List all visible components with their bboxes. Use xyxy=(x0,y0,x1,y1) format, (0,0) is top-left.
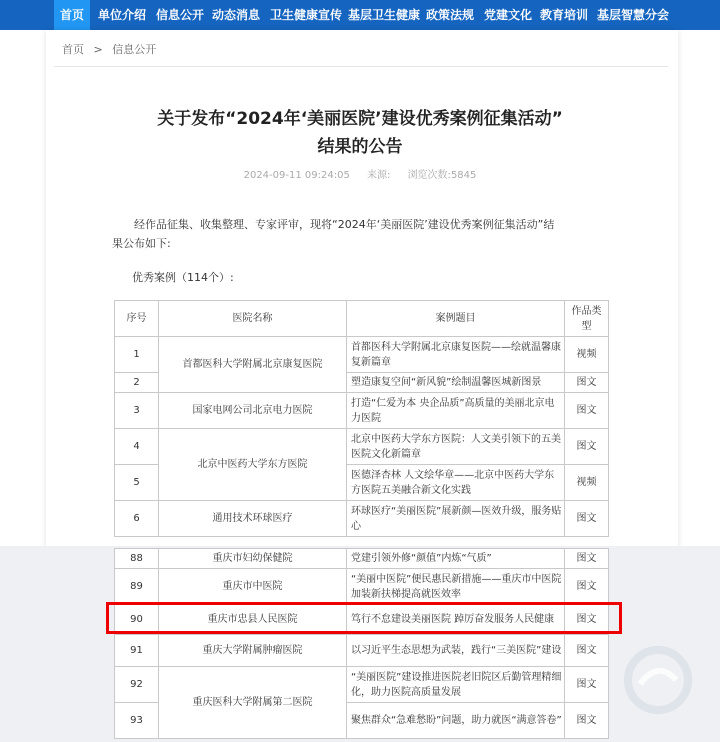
breadcrumb-separator: > xyxy=(93,43,103,56)
row-case: “美丽中医院”便民惠民新措施——重庆市中医院加装新扶梯提高就医效率 xyxy=(347,569,565,605)
row-case: “美丽医院”建设推进医院老旧院区后勤管理精细化，助力医院高质量发展 xyxy=(347,667,565,703)
row-type: 图文 xyxy=(565,373,609,393)
row-hospital: 重庆大学附属肿瘤医院 xyxy=(159,635,347,667)
row-case: 打造“仁爱为本 央企品质”高质量的美丽北京电力医院 xyxy=(347,393,565,429)
row-type: 图文 xyxy=(565,667,609,703)
table-row xyxy=(115,635,609,667)
row-no: 4 xyxy=(115,429,159,465)
nav-item-policy[interactable]: 政策法规 xyxy=(426,8,475,22)
divider xyxy=(54,66,668,67)
breadcrumb-home-link[interactable]: 首页 xyxy=(62,43,84,56)
row-no: 93 xyxy=(115,703,159,739)
nav-item-primary-care[interactable]: 基层卫生健康 xyxy=(348,8,421,22)
views-info xyxy=(408,170,477,181)
row-case: 党建引领外修“颜值”内炼“气质” xyxy=(347,549,565,569)
row-no: 90 xyxy=(115,605,159,635)
row-no: 6 xyxy=(115,501,159,537)
row-hospital: 通用技术环球医疗 xyxy=(159,501,347,537)
row-no: 92 xyxy=(115,667,159,703)
row-case: 环球医疗“美丽医院”展新颜—医效升级，服务贴心 xyxy=(347,501,565,537)
publish-date: 2024-09-11 09:24:05 xyxy=(243,170,350,181)
row-no: 91 xyxy=(115,635,159,667)
row-case: 以习近平生态思想为武装，践行“三美医院”建设 xyxy=(347,635,565,667)
table-row xyxy=(115,569,609,605)
row-case: 聚焦群众“急难愁盼”问题，助力就医“满意答卷” xyxy=(347,703,565,739)
row-type: 图文 xyxy=(565,501,609,537)
results-table-bottom xyxy=(114,548,609,739)
nav-item-health-promo[interactable]: 卫生健康宣传 xyxy=(270,8,343,22)
row-case: 北京中医药大学东方医院：人文美引领下的五美医院文化新篇章 xyxy=(347,429,565,465)
row-case: 医德泽杏林 人文绘华章——北京中医药大学东方医院五美融合新文化实践 xyxy=(347,465,565,501)
row-type: 图文 xyxy=(565,569,609,605)
table-row xyxy=(115,549,609,569)
row-hospital: 首都医科大学附属北京康复医院 xyxy=(159,337,347,393)
breadcrumb-info-link[interactable]: 信息公开 xyxy=(112,43,157,56)
row-hospital: 重庆市妇幼保健院 xyxy=(159,549,347,569)
row-type: 图文 xyxy=(565,549,609,569)
header-case: 案例题目 xyxy=(347,301,565,337)
row-type: 图文 xyxy=(565,429,609,465)
row-no: 5 xyxy=(115,465,159,501)
row-no: 1 xyxy=(115,337,159,373)
header-no: 序号 xyxy=(115,301,159,337)
row-type: 图文 xyxy=(565,703,609,739)
case-count: 优秀案例（114个）: xyxy=(132,271,234,284)
row-type: 图文 xyxy=(565,635,609,667)
article-title-line2: 结果的公告 xyxy=(317,137,403,157)
table-row xyxy=(115,667,609,703)
views-label: 浏览次数: xyxy=(407,170,451,181)
table-row xyxy=(115,393,609,429)
row-hospital: 重庆市中医院 xyxy=(159,569,347,605)
source-label: 来源: xyxy=(367,170,391,181)
article-meta xyxy=(60,166,660,181)
row-hospital: 北京中医药大学东方医院 xyxy=(159,429,347,501)
nav-item-about[interactable]: 单位介绍 xyxy=(98,8,147,22)
row-case: 笃行不怠建设美丽医院 踔厉奋发服务人民健康 xyxy=(347,605,565,635)
nav-item-home[interactable]: 首页 xyxy=(54,0,90,30)
nav-item-news[interactable]: 动态消息 xyxy=(212,8,261,22)
intro-line1 xyxy=(112,216,612,232)
row-hospital: 重庆医科大学附属第二医院 xyxy=(159,667,347,739)
table-row xyxy=(115,337,609,373)
watermark-logo-icon xyxy=(618,640,698,720)
row-no: 89 xyxy=(115,569,159,605)
nav-item-party[interactable]: 党建文化 xyxy=(484,8,533,22)
top-nav xyxy=(0,0,720,30)
row-case: 首都医科大学附属北京康复医院——绘就温馨康复新篇章 xyxy=(347,337,565,373)
results-table-top xyxy=(114,300,609,537)
row-case: 塑造康复空间“新风貌”绘制温馨医城新图景 xyxy=(347,373,565,393)
row-type: 图文 xyxy=(565,605,609,635)
table-row xyxy=(115,501,609,537)
row-hospital: 重庆市忠县人民医院 xyxy=(159,605,347,635)
row-no: 2 xyxy=(115,373,159,393)
header-hospital: 医院名称 xyxy=(159,301,347,337)
table-row xyxy=(115,429,609,465)
nav-item-smart-branch[interactable]: 基层智慧分会 xyxy=(597,8,670,22)
intro-line2: 果公布如下: xyxy=(112,237,171,250)
article-title-line1: 关于发布“2024年‘美丽医院’建设优秀案例征集活动” xyxy=(157,109,563,129)
row-type: 图文 xyxy=(565,393,609,429)
views-count: 5845 xyxy=(450,170,477,181)
row-type: 视频 xyxy=(565,337,609,373)
row-no: 88 xyxy=(115,549,159,569)
row-type: 视频 xyxy=(565,465,609,501)
nav-item-training[interactable]: 教育培训 xyxy=(540,8,589,22)
row-no: 3 xyxy=(115,393,159,429)
breadcrumb xyxy=(62,41,162,57)
header-type: 作品类型 xyxy=(565,301,609,337)
highlight-box xyxy=(106,602,622,634)
table-header-row xyxy=(115,301,609,337)
row-hospital: 国家电网公司北京电力医院 xyxy=(159,393,347,429)
intro-text: 经作品征集、收集整理、专家评审，现将“2024年‘美丽医院’建设优秀案例征集活动”结 xyxy=(134,218,555,231)
nav-item-info[interactable]: 信息公开 xyxy=(156,8,205,22)
